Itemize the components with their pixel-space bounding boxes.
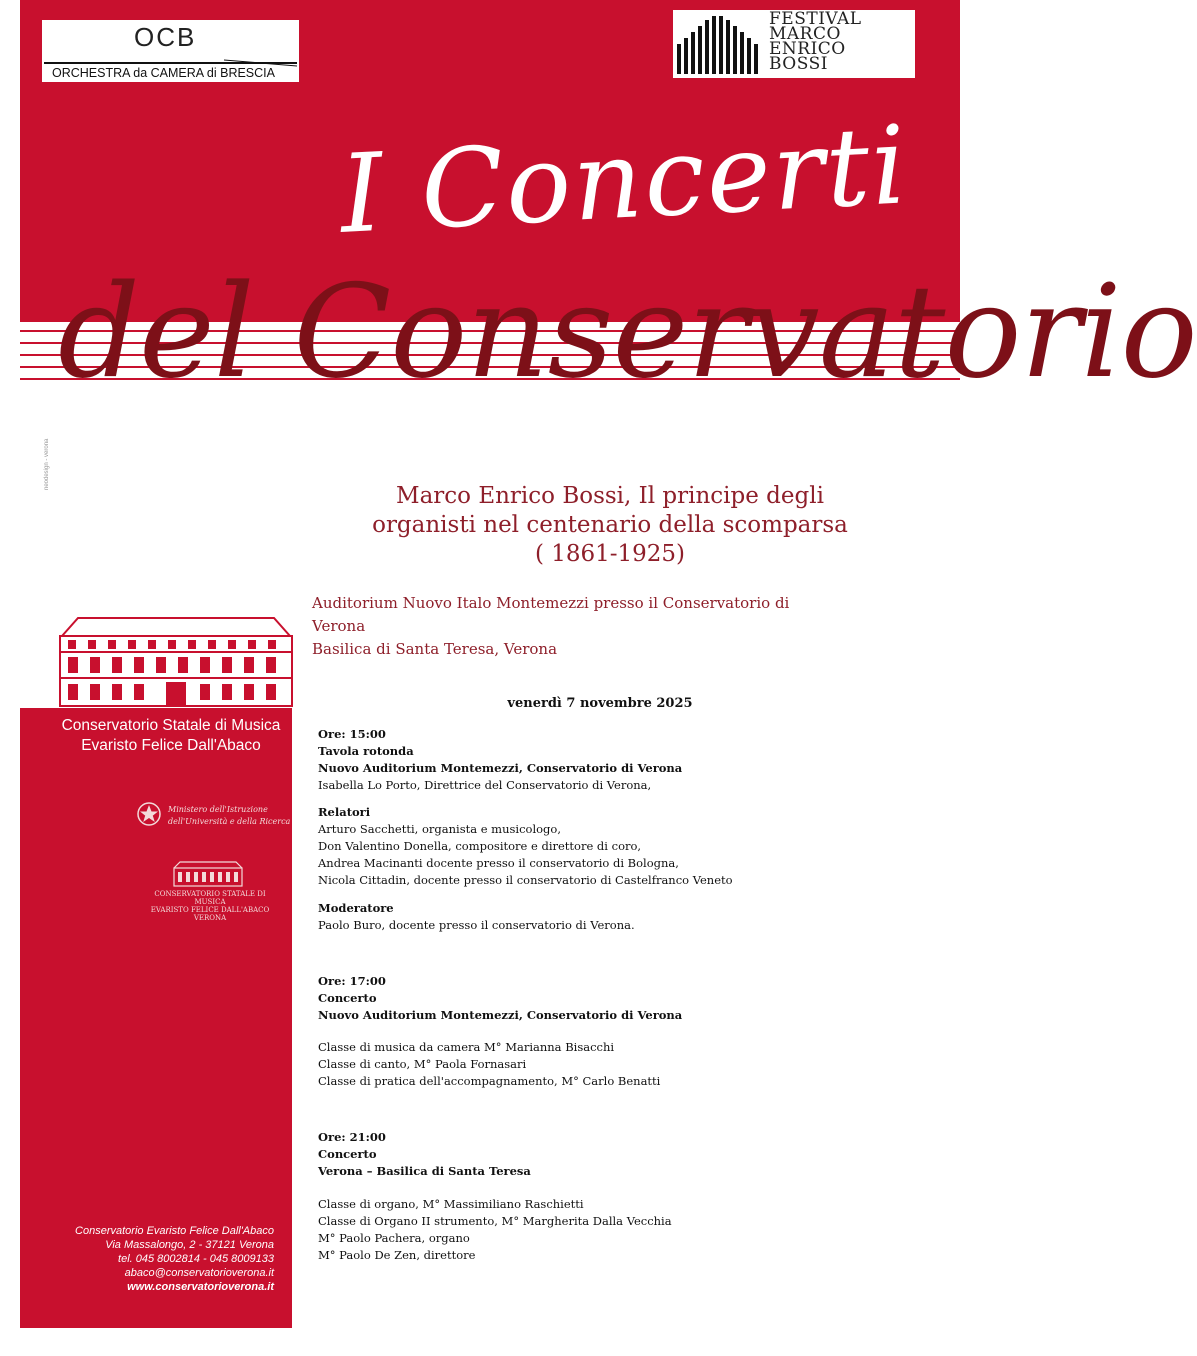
festival-line: ENRICO bbox=[769, 39, 846, 59]
festival-name bbox=[769, 9, 862, 74]
program-time: Ore: 21:00 bbox=[318, 1130, 386, 1144]
small-logo-line: VERONA bbox=[193, 914, 227, 922]
address-line: tel. 045 8002814 - 045 8009133 bbox=[118, 1253, 274, 1265]
event-subtitle bbox=[310, 482, 910, 569]
conservatory-name bbox=[20, 716, 292, 756]
program-block bbox=[318, 726, 682, 794]
contact-address bbox=[30, 1224, 274, 1294]
performer-item: Classe di organo, M° Massimiliano Raschietti bbox=[318, 1197, 584, 1211]
performer-item: Classe di musica da camera M° Marianna Bisacchi bbox=[318, 1040, 615, 1054]
design-credit: neodesign - verona bbox=[44, 438, 50, 490]
address-line: Conservatorio Evaristo Felice Dall'Abaco bbox=[75, 1225, 274, 1237]
title-line-2: del Conservatorio bbox=[58, 258, 1197, 407]
republic-emblem-icon bbox=[136, 800, 162, 828]
festival-line: MARCO bbox=[769, 24, 841, 44]
performer-list bbox=[318, 1039, 660, 1090]
program-place: Nuovo Auditorium Montemezzi, Conservatorio di Verona bbox=[318, 1008, 683, 1022]
program-place: Nuovo Auditorium Montemezzi, Conservatorio di Verona bbox=[318, 761, 683, 775]
relatore-item: Arturo Sacchetti, organista e musicologo, bbox=[318, 822, 561, 836]
conservatory-name-line: Evaristo Felice Dall'Abaco bbox=[81, 737, 261, 754]
ocb-caption: ORCHESTRA da CAMERA di BRESCIA bbox=[52, 66, 275, 80]
relatore-item: Andrea Macinanti docente presso il conservatorio di Bologna, bbox=[318, 856, 679, 870]
festival-line: BOSSI bbox=[769, 54, 828, 74]
conservatory-building-icon bbox=[58, 612, 294, 708]
ocb-mark: OCB bbox=[134, 22, 197, 52]
subtitle-line: organisti nel centenario della scomparsa bbox=[372, 512, 848, 538]
relatori-label: Relatori bbox=[318, 805, 371, 819]
address-line: Via Massalongo, 2 - 37121 Verona bbox=[105, 1239, 274, 1251]
venue-list bbox=[312, 592, 872, 661]
ministry-name bbox=[168, 804, 290, 828]
conservatory-name-line: Conservatorio Statale di Musica bbox=[61, 717, 281, 734]
small-logo-line: CONSERVATORIO STATALE DI MUSICA bbox=[154, 890, 266, 906]
conservatory-small-logo-icon bbox=[172, 860, 244, 888]
organ-pipes-icon bbox=[675, 14, 765, 76]
program-title: Tavola rotonda bbox=[318, 744, 414, 758]
program-title: Concerto bbox=[318, 1147, 377, 1161]
venue-line: Auditorium Nuovo Italo Montemezzi presso il Conservatorio di bbox=[312, 594, 790, 612]
ministry-line: dell'Università e della Ricerca bbox=[168, 817, 291, 826]
program-intro: Isabella Lo Porto, Direttrice del Conservatorio di Verona, bbox=[318, 778, 652, 792]
festival-logo bbox=[673, 10, 915, 78]
program-place: Verona – Basilica di Santa Teresa bbox=[318, 1164, 531, 1178]
venue-line: Verona bbox=[312, 617, 366, 635]
relatore-item: Don Valentino Donella, compositore e direttore di coro, bbox=[318, 839, 642, 853]
program-block bbox=[318, 973, 682, 1024]
ministry-line: Ministero dell'Istruzione bbox=[168, 805, 268, 814]
ocb-logo bbox=[42, 20, 299, 82]
relatori-block bbox=[318, 804, 733, 889]
program-title: Concerto bbox=[318, 991, 377, 1005]
performer-item: Classe di pratica dell'accompagnamento, M° Carlo Benatti bbox=[318, 1074, 661, 1088]
moderatore-label: Moderatore bbox=[318, 901, 394, 915]
program-block bbox=[318, 1129, 531, 1180]
moderatore-item: Paolo Buro, docente presso il conservatorio di Verona. bbox=[318, 918, 635, 932]
venue-line: Basilica di Santa Teresa, Verona bbox=[312, 640, 558, 658]
festival-line: FESTIVAL bbox=[769, 9, 862, 29]
website-link[interactable]: www.conservatorioverona.it bbox=[127, 1281, 274, 1293]
small-logo-caption bbox=[140, 890, 280, 922]
title-line-1: I Concerti bbox=[337, 103, 912, 258]
performer-item: Classe di Organo II strumento, M° Margherita Dalla Vecchia bbox=[318, 1214, 672, 1228]
performer-item: M° Paolo Pachera, organo bbox=[318, 1231, 470, 1245]
subtitle-line: ( 1861-1925) bbox=[534, 541, 686, 567]
moderatore-block bbox=[318, 900, 635, 934]
performer-item: M° Paolo De Zen, direttore bbox=[318, 1248, 476, 1262]
program-time: Ore: 17:00 bbox=[318, 974, 386, 988]
subtitle-line: Marco Enrico Bossi, Il principe degli bbox=[396, 483, 824, 509]
program-time: Ore: 15:00 bbox=[318, 727, 386, 741]
event-date: venerdì 7 novembre 2025 bbox=[507, 696, 693, 711]
email-link[interactable]: abaco@conservatorioverona.it bbox=[124, 1267, 274, 1279]
relatore-item: Nicola Cittadin, docente presso il conservatorio di Castelfranco Veneto bbox=[318, 873, 733, 887]
performer-item: Classe di canto, M° Paola Fornasari bbox=[318, 1057, 527, 1071]
performer-list bbox=[318, 1196, 672, 1264]
small-logo-line: EVARISTO FELICE DALL'ABACO bbox=[150, 906, 270, 914]
